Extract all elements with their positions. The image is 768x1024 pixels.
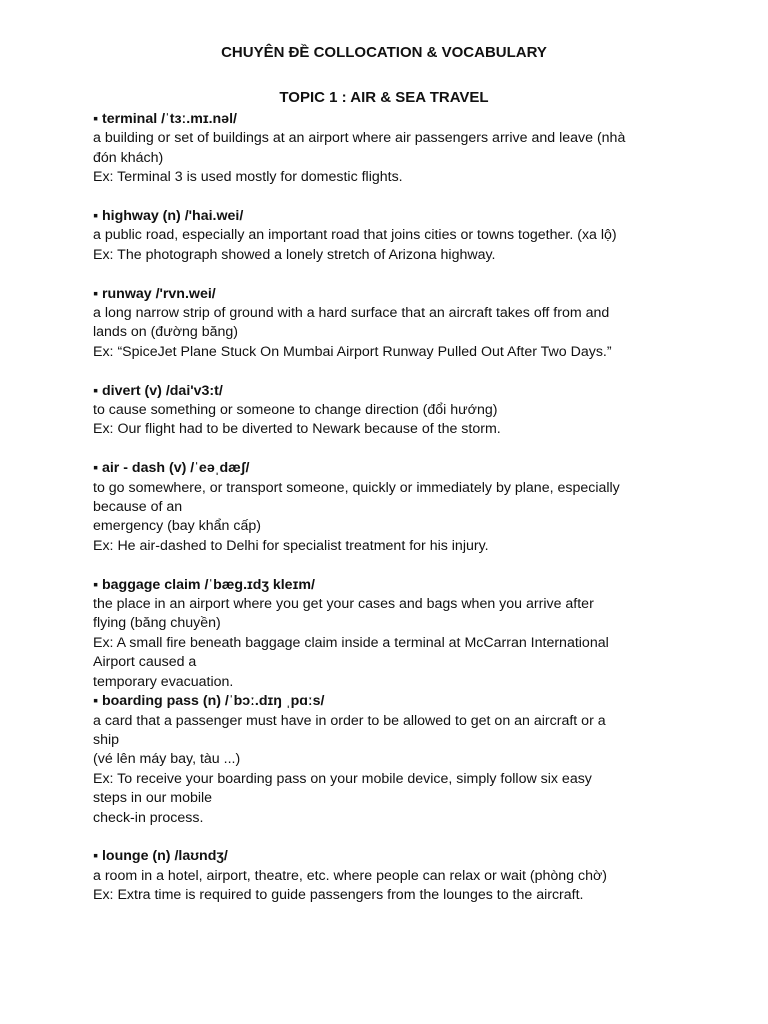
- entry-line: flying (băng chuyền): [93, 615, 221, 632]
- vocab-entry: [93, 110, 693, 188]
- entry-example: Ex: To receive your boarding pass on your mobile device, simply follow six easy: [93, 770, 592, 787]
- entry-example: Ex: He air-dashed to Delhi for specialist treatment for his injury.: [93, 537, 489, 554]
- entry-example: temporary evacuation.: [93, 673, 234, 690]
- vocab-entry: [93, 459, 693, 556]
- document-page: [93, 44, 693, 906]
- entry-headword: ▪ divert (v) /dai'v3:t/: [93, 382, 223, 399]
- entry-headword: ▪ boarding pass (n) /ˈbɔː.dɪŋ ˌpɑːs/: [93, 693, 325, 710]
- document-title: CHUYÊN ĐỀ COLLOCATION & VOCABULARY: [221, 44, 547, 61]
- entry-example: Airport caused a: [93, 654, 197, 671]
- entry-example: Ex: A small fire beneath baggage claim inside a terminal at McCarran International: [93, 634, 609, 651]
- entry-line: ship: [93, 731, 120, 748]
- entry-example: Ex: “SpiceJet Plane Stuck On Mumbai Airport Runway Pulled Out After Two Days.”: [93, 343, 612, 360]
- entry-headword: ▪ baggage claim /ˈbæg.ɪdʒ kleɪm/: [93, 576, 315, 593]
- vocab-entry: [93, 382, 693, 440]
- entry-example: steps in our mobile: [93, 790, 213, 807]
- entry-line: to cause something or someone to change direction (đổi hướng): [93, 402, 498, 419]
- topic-title: TOPIC 1 : AIR & SEA TRAVEL: [279, 89, 489, 106]
- entry-headword: ▪ lounge (n) /laʊndʒ/: [93, 848, 228, 865]
- vocab-entry: [93, 576, 693, 692]
- entry-headword: ▪ terminal /ˈtɜː.mɪ.nəl/: [93, 111, 237, 127]
- entry-line: emergency (bay khẩn cấp): [93, 518, 261, 535]
- entry-line: because of an: [93, 499, 183, 516]
- entry-headword: ▪ runway /'rvn.wei/: [93, 285, 216, 302]
- vocab-entry: [93, 285, 693, 363]
- entry-headword: ▪ air - dash (v) /ˈeəˌdæʃ/: [93, 460, 250, 477]
- entry-line: a public road, especially an important road that joins cities or towns together. (xa lộ): [93, 227, 617, 244]
- entry-headword: ▪ highway (n) /'hai.wei/: [93, 208, 244, 225]
- entry-line: a card that a passenger must have in order to be allowed to get on an aircraft or a: [93, 712, 606, 729]
- entry-example: Ex: Terminal 3 is used mostly for domestic flights.: [93, 169, 403, 186]
- vocab-entry: [93, 847, 693, 905]
- entry-line: a long narrow strip of ground with a hard surface that an aircraft takes off from and: [93, 305, 610, 322]
- vocab-entry: [93, 692, 693, 828]
- entry-line: lands on (đường băng): [93, 324, 239, 341]
- entry-line: a building or set of buildings at an airport where air passengers arrive and leave (nhà: [93, 130, 626, 147]
- entry-example: Ex: Our flight had to be diverted to Newark because of the storm.: [93, 421, 501, 438]
- entry-line: đón khách): [93, 149, 164, 166]
- entry-example: Ex: The photograph showed a lonely stretch of Arizona highway.: [93, 246, 496, 263]
- entry-line: to go somewhere, or transport someone, quickly or immediately by plane, especially: [93, 479, 620, 496]
- entry-example: Ex: Extra time is required to guide passengers from the lounges to the aircraft.: [93, 887, 584, 904]
- vocab-entry: [93, 207, 693, 265]
- entry-line: a room in a hotel, airport, theatre, etc. where people can relax or wait (phòng chờ): [93, 867, 608, 884]
- entry-line: (vé lên máy bay, tàu ...): [93, 751, 241, 768]
- entry-example: check-in process.: [93, 809, 204, 826]
- entry-line: the place in an airport where you get your cases and bags when you arrive after: [93, 596, 594, 613]
